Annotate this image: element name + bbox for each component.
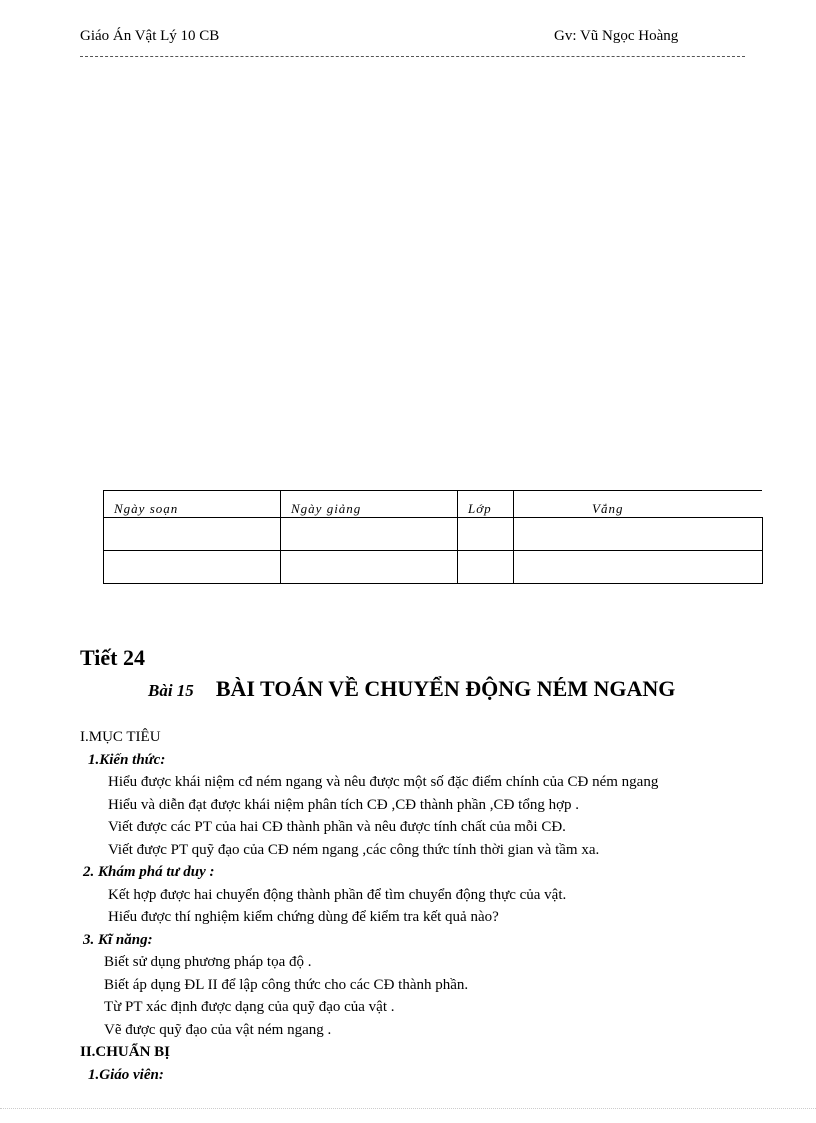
lesson-title: BÀI TOÁN VỀ CHUYỂN ĐỘNG NÉM NGANG	[215, 676, 676, 701]
table-cell	[514, 518, 763, 551]
list-item: Viết được PT quỹ đạo của CĐ ném ngang ,các công thức tính thời gian và tầm xa.	[108, 841, 600, 858]
list-item: Hiểu và diễn đạt được khái niệm phân tích CĐ ,CĐ thành phần ,CĐ tổng hợp .	[108, 796, 579, 813]
lesson-period: Tiết 24	[80, 645, 145, 670]
table-cell	[458, 518, 514, 551]
schedule-header-row	[104, 491, 763, 518]
footer-divider	[0, 1108, 816, 1109]
table-cell	[104, 518, 281, 551]
schedule-row	[104, 551, 763, 584]
table-cell	[514, 551, 763, 584]
lesson-body	[80, 726, 760, 1086]
list-item: Từ PT xác định được dạng của quỹ đạo của vật .	[104, 999, 395, 1015]
list-item: Biết sử dụng phương pháp tọa độ .	[104, 954, 312, 970]
header-teacher-name: Gv: Vũ Ngọc Hoàng	[554, 28, 679, 44]
lesson-title-line	[148, 676, 675, 702]
list-item: Biết áp dụng ĐL II để lập công thức cho các CĐ thành phần.	[104, 976, 469, 993]
table-cell	[281, 518, 458, 551]
list-item: Kết hợp được hai chuyển động thành phần để tìm chuyển động thực của vật.	[108, 886, 567, 903]
subheading-kien-thuc: 1.Kiến thức:	[88, 751, 166, 768]
lesson-number: Bài 15	[148, 681, 194, 700]
header-cell-ngay-giang: Ngày giảng	[281, 491, 458, 518]
subheading-ki-nang: 3. Kĩ năng:	[83, 931, 153, 948]
list-item: Vẽ được quỹ đạo của vật ném ngang .	[104, 1021, 332, 1038]
list-item: Hiểu được khái niệm cđ ném ngang và nêu được một số đặc điểm chính của CĐ ném ngang	[108, 774, 659, 790]
header-cell-lop: Lớp	[458, 491, 514, 518]
subheading-kham-pha: 2. Khám phá tư duy :	[83, 864, 215, 880]
table-cell	[458, 551, 514, 584]
list-item: Viết được các PT của hai CĐ thành phần và nêu được tính chất của mỗi CĐ.	[108, 819, 566, 835]
schedule-row	[104, 518, 763, 551]
section-heading-chuan-bi: II.CHUẨN BỊ	[80, 1044, 171, 1060]
subheading-giao-vien: 1.Giáo viên:	[88, 1066, 164, 1083]
table-cell	[281, 551, 458, 584]
header-cell-vang: Vắng	[514, 491, 763, 518]
header-cell-ngay-soan: Ngày soạn	[104, 491, 281, 518]
schedule-table	[103, 490, 763, 584]
header-course-title: Giáo Án Vật Lý 10 CB	[80, 28, 220, 44]
section-heading-muc-tieu: I.MỤC TIÊU	[80, 729, 161, 745]
list-item: Hiểu được thí nghiệm kiểm chứng dùng để kiểm tra kết quả nào?	[108, 909, 499, 925]
header-divider	[80, 56, 745, 57]
table-cell	[104, 551, 281, 584]
